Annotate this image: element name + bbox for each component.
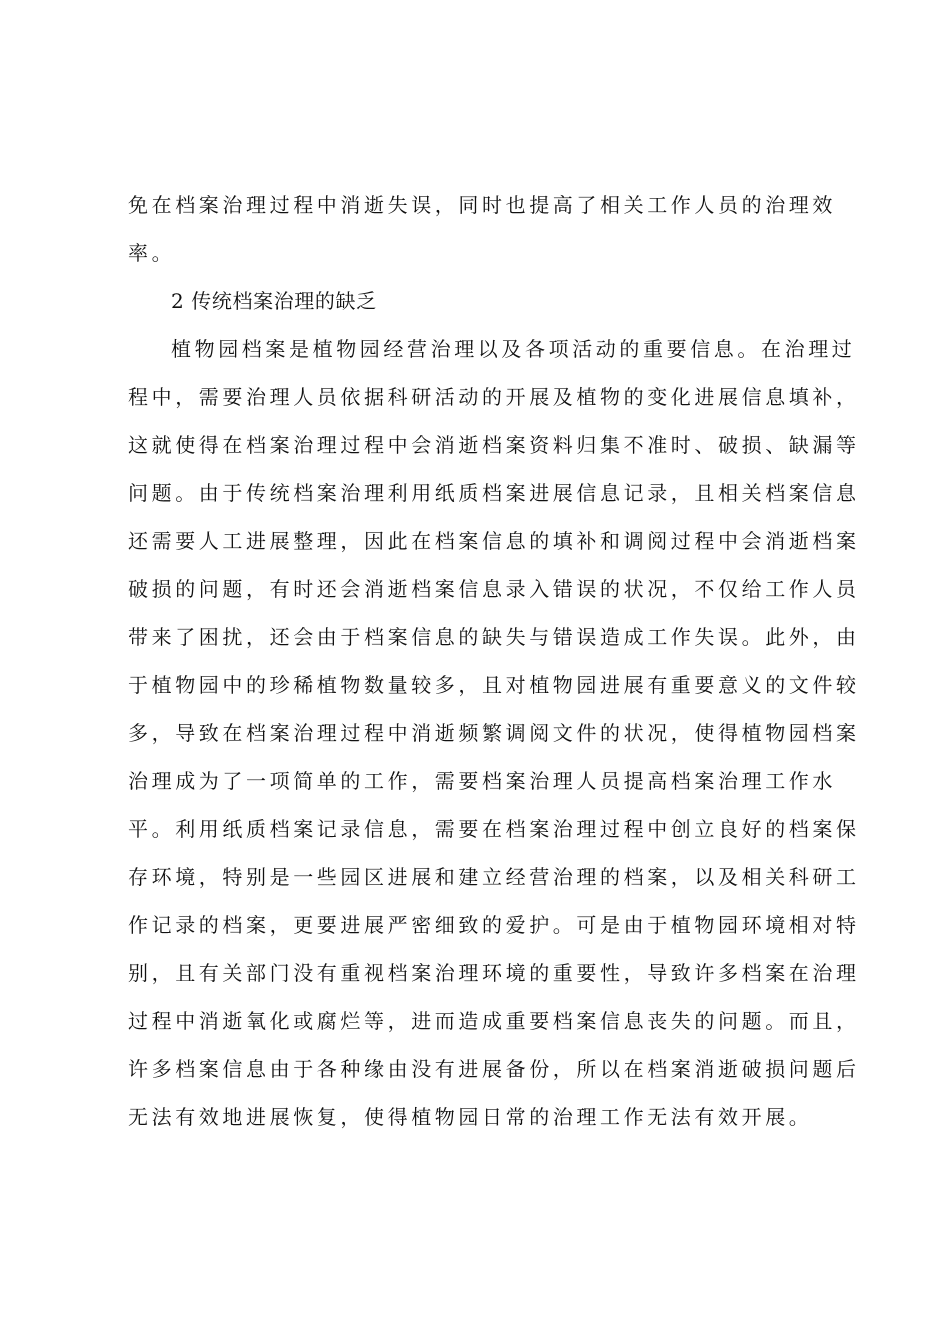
paragraph-line: 这就使得在档案治理过程中会消逝档案资料归集不准时、破损、缺漏等 [128,433,860,457]
paragraph-line: 破损的问题，有时还会消逝档案信息录入错误的状况，不仅给工作人员 [128,577,860,601]
paragraph-line: 于植物园中的珍稀植物数量较多，且对植物园进展有重要意义的文件较 [128,673,860,697]
section-heading: 2 传统档案治理的缺乏 [171,289,377,313]
paragraph-line: 存环境，特别是一些园区进展和建立经营治理的档案，以及相关科研工 [128,865,860,889]
paragraph-line: 无法有效地进展恢复，使得植物园日常的治理工作无法有效开展。 [128,1105,813,1129]
paragraph-line: 治理成为了一项简单的工作，需要档案治理人员提高档案治理工作水 [128,769,836,793]
paragraph-body [128,325,860,1141]
paragraph-line: 免在档案治理过程中消逝失误，同时也提高了相关工作人员的治理效 [128,193,836,217]
document-body [128,181,860,1141]
paragraph-line: 率。 [128,241,176,265]
paragraph-line: 还需要人工进展整理，因此在档案信息的填补和调阅过程中会消逝档案 [128,529,860,553]
paragraph-line: 程中，需要治理人员依据科研活动的开展及植物的变化进展信息填补， [128,385,860,409]
paragraph-line: 许多档案信息由于各种缘由没有进展备份，所以在档案消逝破损问题后 [128,1057,860,1081]
paragraph-continuation [128,181,836,277]
paragraph-line-indented: 植物园档案是植物园经营治理以及各项活动的重要信息。在治理过 [171,337,856,361]
paragraph-line: 平。利用纸质档案记录信息，需要在档案治理过程中创立良好的档案保 [128,817,860,841]
paragraph-line: 带来了困扰，还会由于档案信息的缺失与错误造成工作失误。此外，由 [128,625,860,649]
paragraph-line: 问题。由于传统档案治理利用纸质档案进展信息记录，且相关档案信息 [128,481,860,505]
paragraph-line: 过程中消逝氧化或腐烂等，进而造成重要档案信息丧失的问题。而且， [128,1009,860,1033]
paragraph-line: 别，且有关部门没有重视档案治理环境的重要性，导致许多档案在治理 [128,961,860,985]
paragraph-line: 作记录的档案，更要进展严密细致的爱护。可是由于植物园环境相对特 [128,913,860,937]
paragraph-line: 多，导致在档案治理过程中消逝频繁调阅文件的状况，使得植物园档案 [128,721,860,745]
